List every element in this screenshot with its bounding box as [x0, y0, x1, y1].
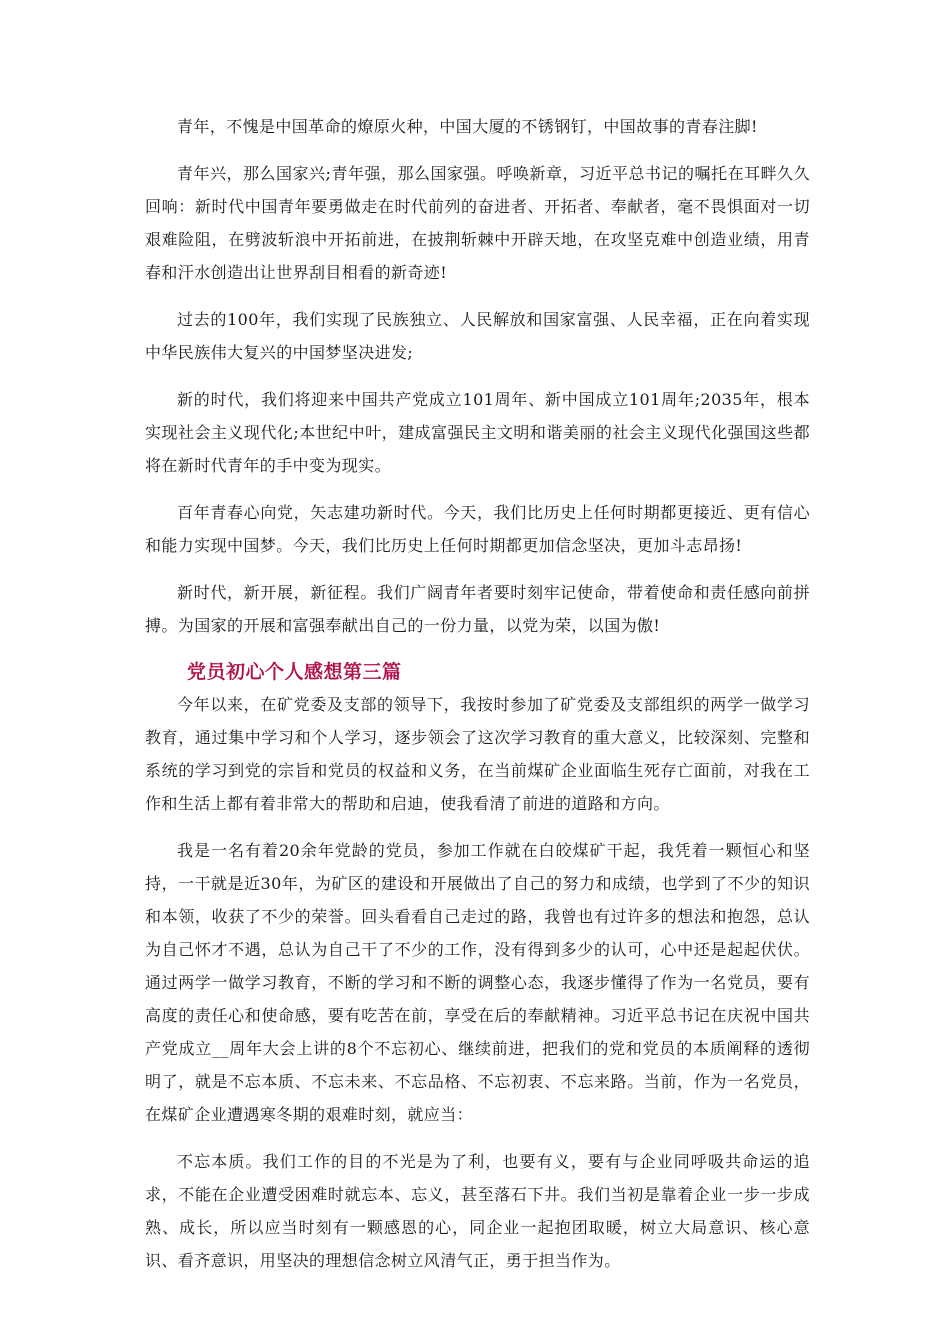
paragraph: 不忘本质。我们工作的目的不光是为了利，也要有义，要有与企业同呼吸共命运的追求，不能在企业遭受困难时就忘本、忘义，甚至落石下井。我们当初是靠着企业一步一步成熟、成长，所以应当时刻有一颗感恩的心，同企业一起抱团取暖，树立大局意识、核心意识、看齐意识，用坚决的理想信念树立风清气正，勇于担当作为。	[145, 1152, 810, 1270]
document-body	[145, 110, 810, 1291]
paragraph: 今年以来，在矿党委及支部的领导下，我按时参加了矿党委及支部组织的两学一做学习教育，通过集中学习和个人学习，逐步领会了这次学习教育的重大意义，比较深刻、完整和系统的学习到党的宗旨和党员的权益和义务，在当前煤矿企业面临生死存亡面前，对我在工作和生活上都有着非常大的帮助和启迪，使我看清了前进的道路和方向。	[145, 695, 810, 813]
paragraph: 百年青春心向党，矢志建功新时代。今天，我们比历史上任何时期都更接近、更有信心和能力实现中国梦。今天，我们比历史上任何时期都更加信念坚决，更加斗志昂扬!	[145, 503, 810, 555]
paragraph: 我是一名有着20余年党龄的党员，参加工作就在白皎煤矿干起，我凭着一颗恒心和坚持，一干就是近30年，为矿区的建设和开展做出了自己的努力和成绩，也学到了不少的知识和本领，收获了不少的荣誉。回头看看自己走过的路，我曾也有过许多的想法和抱怨，总认为自己怀才不遇，总认为自己干了不少的工作，没有得到多少的认可，心中还是起起伏伏。通过两学一做学习教育，不断的学习和不断的调整心态，我逐步懂得了作为一名党员，要有高度的责任心和使命感，要有吃苦在前，享受在后的奉献精神。习近平总书记在庆祝中国共产党成立__周年大会上讲的8个不忘初心、继续前进，把我们的党和党员的本质阐释的透彻明了，就是不忘本质、不忘未来、不忘品格、不忘初衷、不忘来路。当前，作为一名党员，在煤矿企业遭遇寒冬期的艰难时刻，就应当：	[145, 841, 810, 1124]
paragraph: 过去的100年，我们实现了民族独立、人民解放和国家富强、人民幸福，正在向着实现中华民族伟大复兴的中国梦坚决进发;	[145, 310, 810, 362]
paragraph: 新时代，新开展，新征程。我们广阔青年者要时刻牢记使命，带着使命和责任感向前拼搏。为国家的开展和富强奉献出自己的一份力量，以党为荣，以国为傲!	[145, 583, 810, 635]
section-heading: 党员初心个人感想第三篇	[187, 661, 402, 683]
paragraph: 青年兴，那么国家兴;青年强，那么国家强。呼唤新章，习近平总书记的嘱托在耳畔久久回响：新时代中国青年要勇做走在时代前列的奋进者、开拓者、奉献者，毫不畏惧面对一切艰难险阻，在劈波斩浪中开拓前进，在披荆斩棘中开辟天地，在攻坚克难中创造业绩，用青春和汗水创造出让世界刮目相看的新奇迹!	[145, 164, 810, 282]
paragraph: 青年，不愧是中国革命的燎原火种，中国大厦的不锈钢钉，中国故事的青春注脚!	[177, 117, 758, 136]
paragraph: 新的时代，我们将迎来中国共产党成立101周年、新中国成立101周年;2035年，根本实现社会主义现代化;本世纪中叶，建成富强民主文明和谐美丽的社会主义现代化强国这些都将在新时代青年的手中变为现实。	[145, 390, 810, 475]
